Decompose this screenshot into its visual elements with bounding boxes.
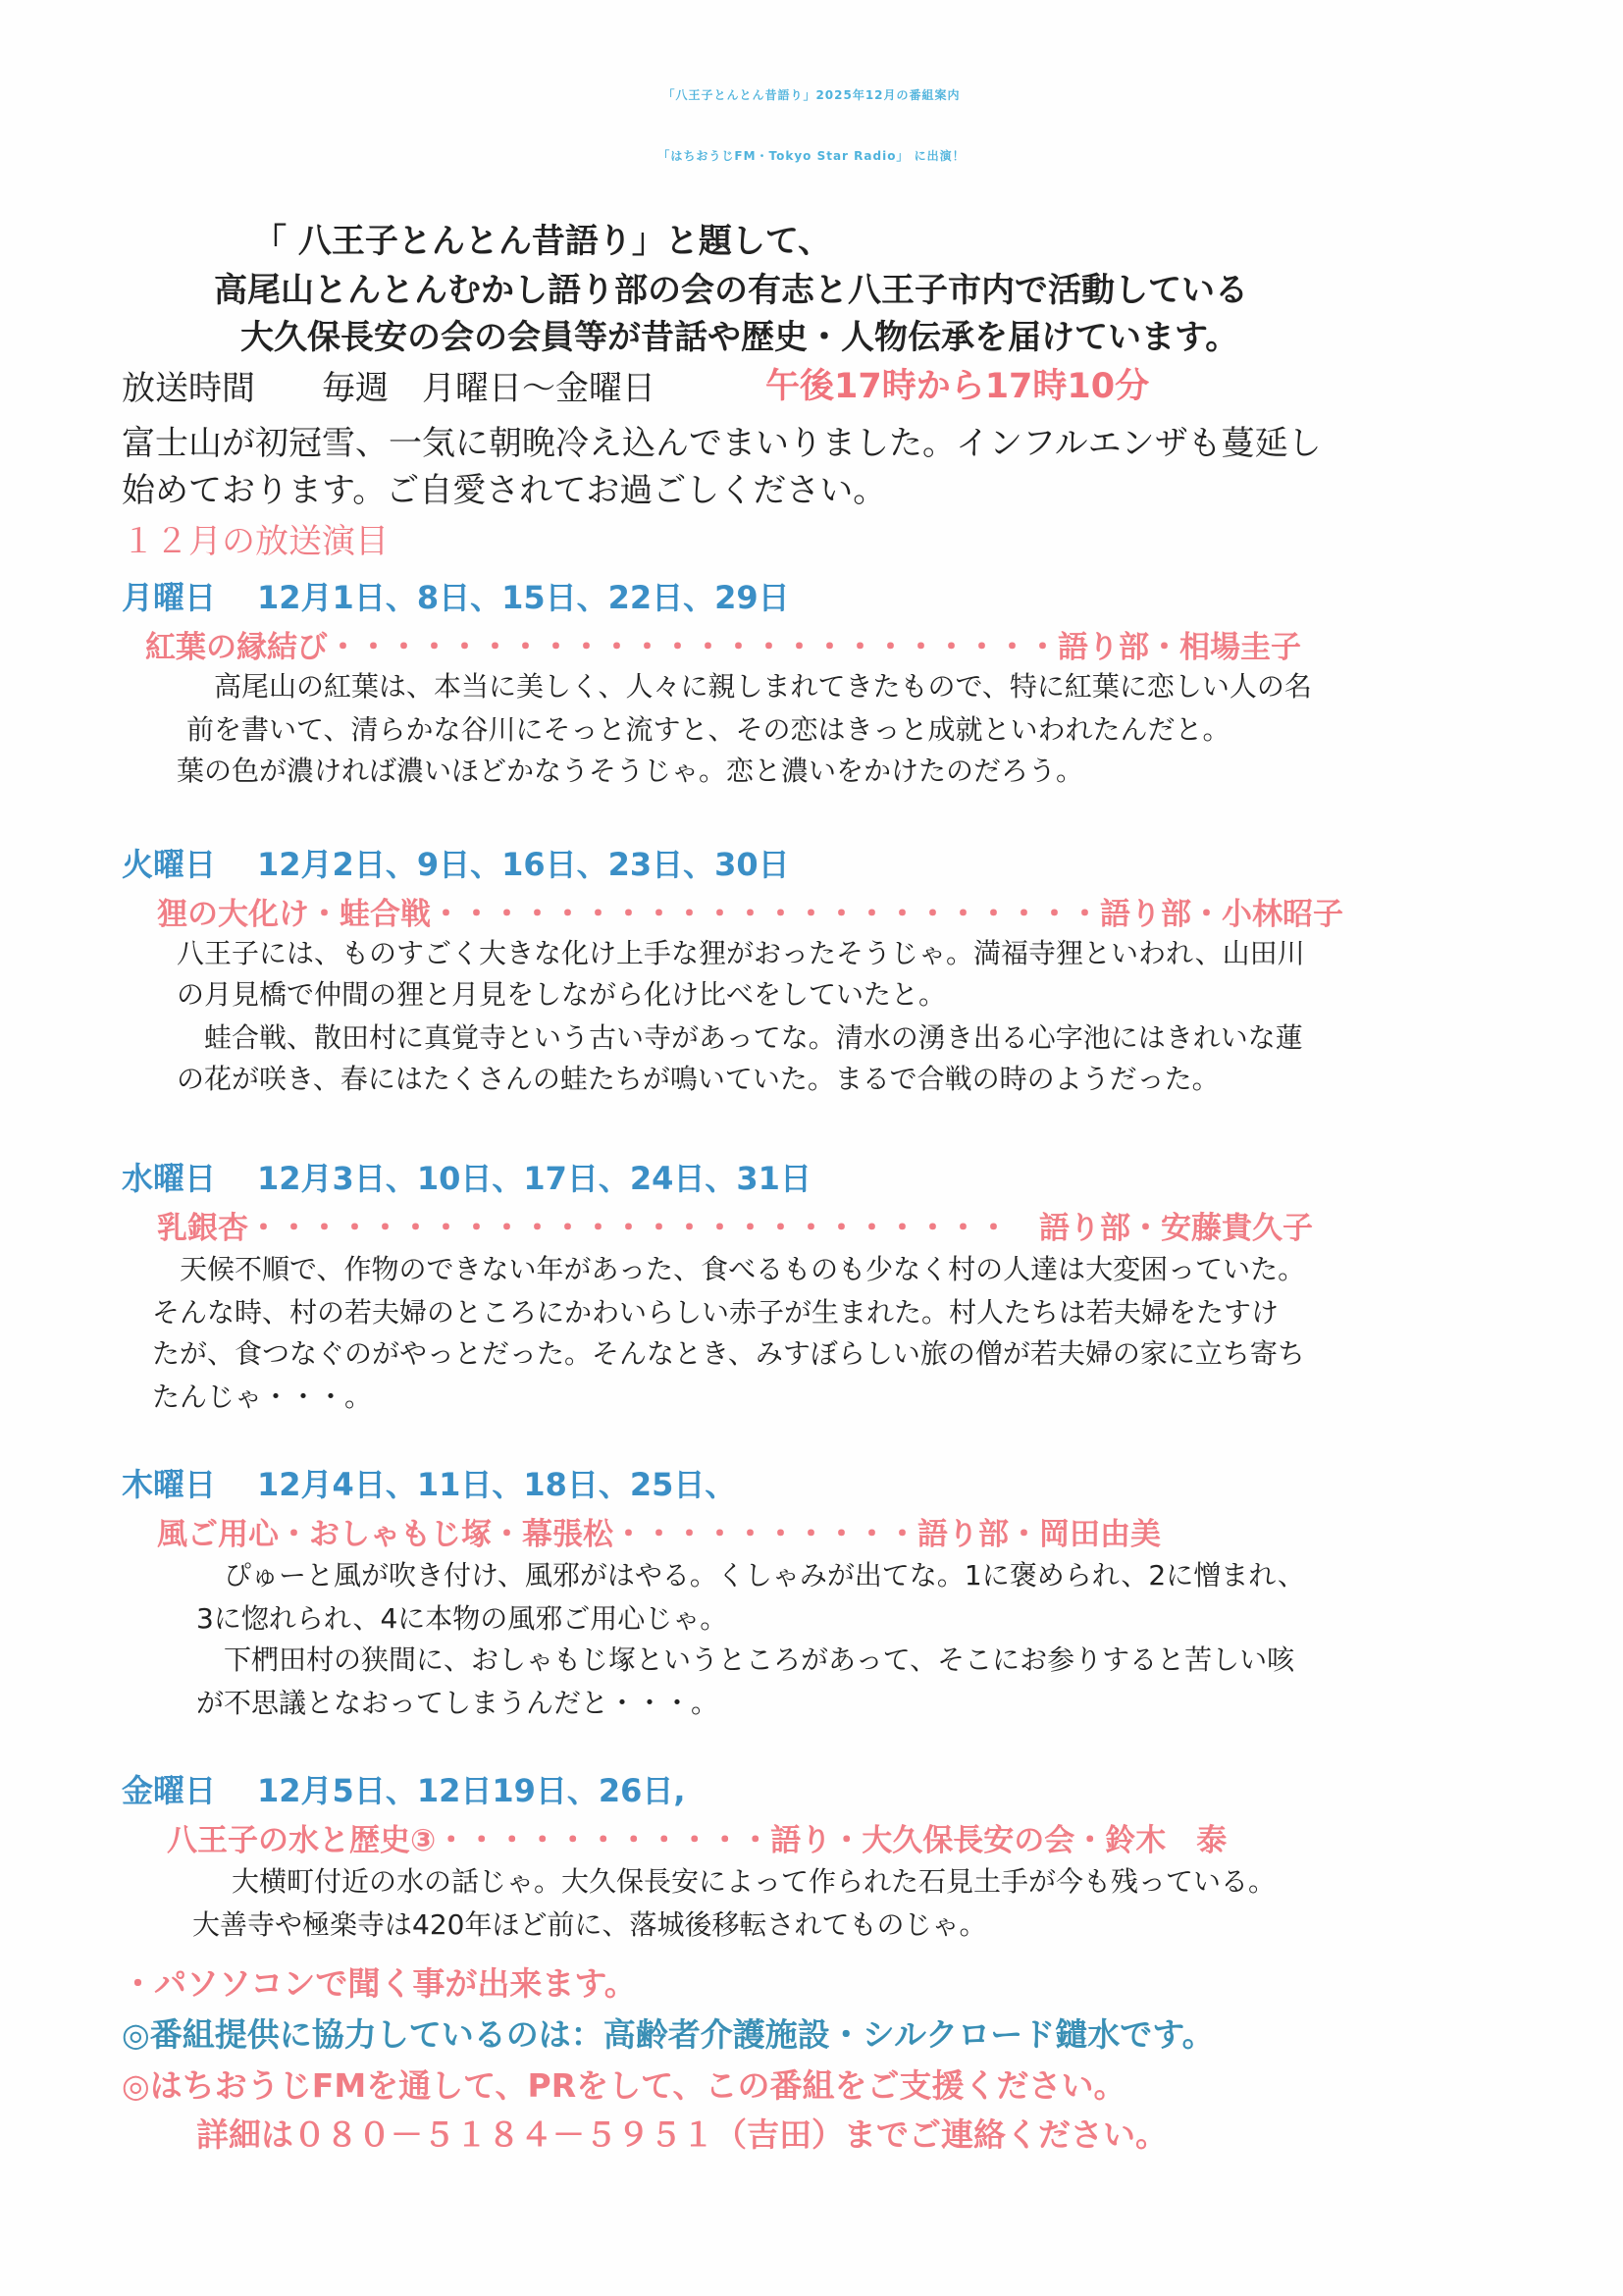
story-body-line: ぴゅーと風が吹き付け、風邪がはやる。くしゃみが出てな。1に褒められ、2に憎まれ、	[196, 1559, 1305, 1592]
broadcast-time: 午後17時から17時10分	[765, 367, 1150, 406]
story-body-line: そんな時、村の若夫婦のところにかわいらしい赤子が生まれた。村人たちは若夫婦をたすけ	[152, 1296, 1280, 1329]
day-name: 木曜日	[122, 1466, 217, 1503]
story-title-thursday: 風ご用心・おしゃもじ塚・幕張松・・・・・・・・・・語り部・岡田由美	[157, 1517, 1161, 1552]
story-body-line: たんじゃ・・・。	[152, 1381, 373, 1413]
story-body-line: 3に惚れられ、4に本物の風邪ご用心じゃ。	[196, 1602, 728, 1635]
day-header-monday	[122, 573, 790, 618]
story-body-line: 下椚田村の狭間に、おしゃもじ塚というところがあって、そこにお参りすると苦しい咳	[196, 1644, 1295, 1676]
story-body-line: たが、食つなぐのがやっとだった。そんなとき、みすぼらしい旅の僧が若夫婦の家に立ち寄ち	[152, 1337, 1305, 1370]
story-body-line: 大横町付近の水の話じゃ。大久保長安によって作られた石見土手が今も残っている。	[232, 1865, 1277, 1898]
support-request: ◎はちおうじFMを通して、PRをして、この番組をご支援ください。	[122, 2066, 1126, 2105]
flyer-subtitle: 「はちおうじFM・Tokyo Star Radio」 に出演！	[657, 149, 966, 163]
story-body-line: 天候不順で、作物のできない年があった、食べるものも少なく村の人達は大変困っていた。	[152, 1253, 1306, 1285]
story-body-line: 大善寺や極楽寺は420年ほど前に、落城後移転されてものじゃ。	[192, 1908, 987, 1941]
story-body-line: の月見橋で仲間の狸と月見をしながら化け比べをしていたと。	[177, 978, 947, 1011]
section-title: １２月の放送演目	[122, 522, 389, 561]
story-body-line: 葉の色が濃ければ濃いほどかなうそうじゃ。恋と濃いをかけたのだろう。	[177, 755, 1084, 787]
story-body-line: の花が咲き、春にはたくさんの蛙たちが鳴いていた。まるで合戦の時のようだった。	[177, 1063, 1220, 1095]
story-body-line: 前を書いて、清らかな谷川にそっと流すと、その恋はきっと成就といわれたんだと。	[186, 713, 1230, 746]
story-body-line: 蛙合戦、散田村に真覚寺という古い寺があってな。清水の湧き出る心字池にはきれいな蓮	[177, 1021, 1303, 1054]
flyer-title: 「八王子とんとん昔語り」2025年12月の番組案内	[662, 88, 961, 102]
story-body-line: 八王子には、ものすごく大きな化け上手な狸がおったそうじゃ。満福寺狸といわれ、山田川	[177, 937, 1305, 969]
day-name: 金曜日	[122, 1772, 217, 1809]
day-name: 水曜日	[122, 1160, 217, 1197]
day-dates: 12月4日、11日、18日、25日、	[257, 1466, 737, 1503]
story-body-line: 高尾山の紅葉は、本当に美しく、人々に親しまれてきたもので、特に紅葉に恋しい人の名	[186, 670, 1312, 703]
day-header-tuesday	[122, 840, 790, 885]
day-name: 火曜日	[122, 846, 217, 883]
story-title-monday: 紅葉の縁結び・・・・・・・・・・・・・・・・・・・・・・・・語り部・相場圭子	[145, 630, 1301, 665]
intro-line-2: 高尾山とんとんむかし語り部の会の有志と八王子市内で活動している	[214, 271, 1248, 310]
day-header-friday	[122, 1766, 686, 1811]
day-dates: 12月3日、10日、17日、24日、31日	[257, 1160, 812, 1197]
story-title-wednesday: 乳銀杏・・・・・・・・・・・・・・・・・・・・・・・・・ 語り部・安藤貴久子	[157, 1211, 1313, 1246]
intro-line-3: 大久保長安の会の会員等が昔話や歴史・人物伝承を届けています。	[240, 318, 1239, 357]
intro-line-1: 「 八王子とんとん昔語り」と題して、	[253, 222, 832, 261]
broadcast-label: 放送時間 毎週 月曜日～金曜日	[122, 369, 655, 408]
contact-info: 詳細は０８０－５１８４－５９５１（吉田）までご連絡ください。	[196, 2115, 1168, 2154]
pc-listening-note: ・パソソコンで聞く事が出来ます。	[122, 1964, 637, 2003]
day-header-thursday	[122, 1460, 736, 1505]
greeting-line-1: 富士山が初冠雪、一気に朝晩冷え込んでまいりました。インフルエンザも蔓延し	[122, 424, 1322, 463]
day-name: 月曜日	[122, 579, 217, 616]
day-dates: 12月5日、12日19日、26日,	[257, 1772, 686, 1809]
story-title-friday: 八王子の水と歴史③・・・・・・・・・・・語り・大久保長安の会・鈴木 泰	[167, 1823, 1228, 1858]
story-body-line: が不思議となおってしまうんだと・・・。	[196, 1687, 719, 1719]
day-header-wednesday	[122, 1154, 812, 1199]
sponsor-note: ◎番組提供に協力しているのは：高齢者介護施設・シルクロード鑓水です。	[122, 2015, 1215, 2054]
day-dates: 12月2日、9日、16日、23日、30日	[257, 846, 790, 883]
story-title-tuesday: 狸の大化け・蛙合戦・・・・・・・・・・・・・・・・・・・・・・語り部・小林昭子	[157, 897, 1343, 932]
greeting-line-2: 始めております。ご自愛されてお過ごしください。	[122, 471, 887, 510]
day-dates: 12月1日、8日、15日、22日、29日	[257, 579, 790, 616]
